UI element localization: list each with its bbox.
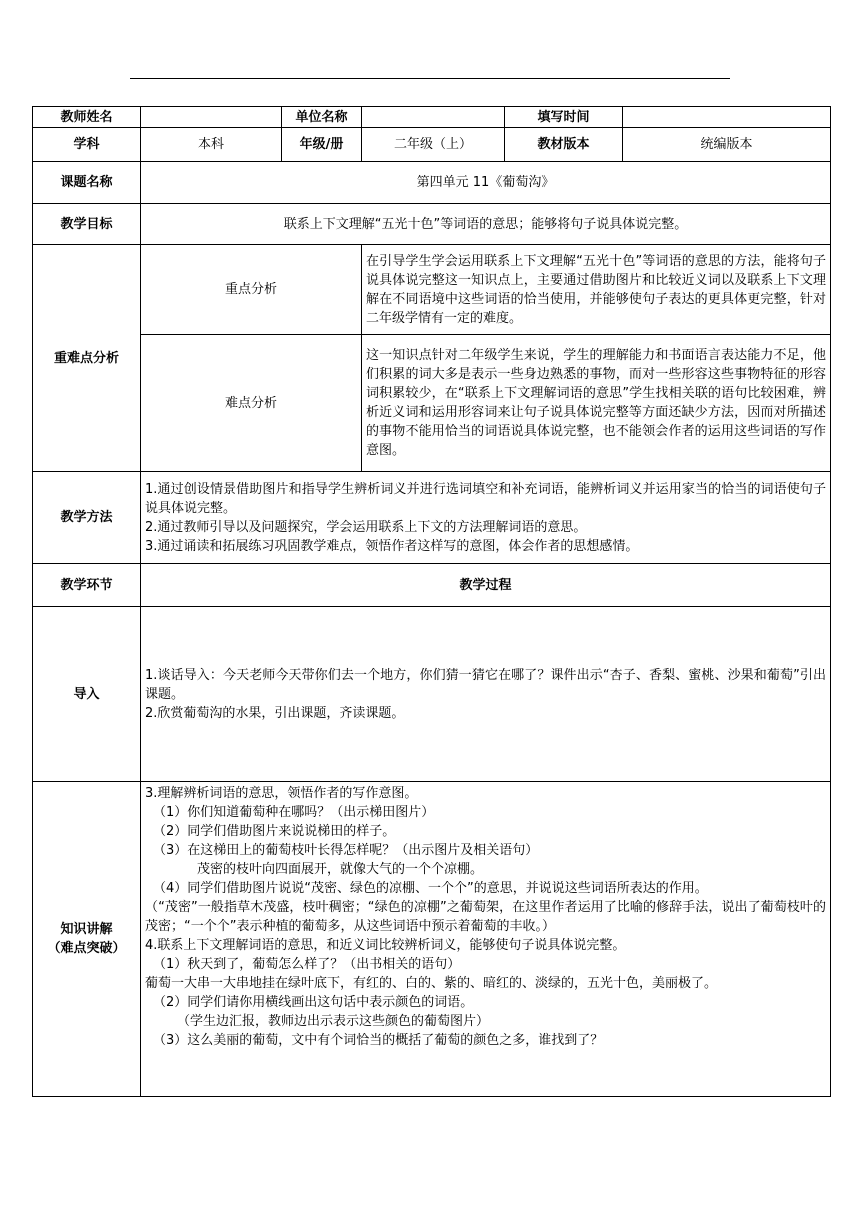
intro-item: 2.欣赏葡萄沟的水果，引出课题，齐读课题。: [145, 705, 405, 721]
subject-label: 学科: [33, 128, 141, 162]
difficult-analysis-text: 这一知识点针对二年级学生来说，学生的理解能力和书面语言表达能力不足，他们积累的词大多是表示一些身边熟悉的事物，而对一些形容这些事物特征的形容词积累较少，在“联系上下文理解词语的意思”学生找相关联的语句比较困难，辨析近义词和运用形容词来让句子说具体说完整等方面还缺少方法，因而对所描述的事物不能用恰当的词语说具体说完整，也不能领会作者的运用这些词语的写作意图。: [362, 335, 831, 472]
header-row-2: [33, 128, 831, 162]
goal-label: 教学目标: [33, 204, 141, 245]
grade-value: 二年级（上）: [362, 128, 505, 162]
knowledge-line: （“茂密”一般指草木茂盛，枝叶稠密；“绿色的凉棚”之葡萄架，在这里作者运用了比喻的修辞手法，说出了葡萄枝叶的茂密；“一个个”表示种植的葡萄多，从这些词语中预示着葡萄的丰收。）: [145, 900, 826, 934]
teacher-name-label: 教师姓名: [33, 107, 141, 128]
key-analysis-label: 重点分析: [141, 245, 362, 335]
process-header-row: [33, 564, 831, 607]
knowledge-content: [141, 782, 831, 1097]
knowledge-line: 茂密的枝叶向四面展开，就像大气的一个个凉棚。: [197, 862, 484, 877]
key-analysis-text: 在引导学生学会运用联系上下文理解“五光十色”等词语的意思的方法，能将句子说具体说完整这一知识点上，主要通过借助图片和比较近义词以及联系上下文理解在不同语境中这些词语的恰当使用，并能够使句子表达的更具体更完整，针对二年级学情有一定的难度。: [362, 245, 831, 335]
topic-value: 第四单元 11《葡萄沟》: [141, 162, 831, 204]
intro-row: [33, 607, 831, 782]
knowledge-line: （1）秋天到了，葡萄怎么样了？（出书相关的语句）: [153, 957, 461, 972]
teacher-name-value: [141, 107, 282, 128]
knowledge-line: （2）同学们请你用横线画出这句话中表示颜色的词语。: [153, 995, 474, 1010]
edition-value: 统编版本: [623, 128, 831, 162]
knowledge-line: （1）你们知道葡萄种在哪吗？（出示梯田图片）: [153, 805, 435, 820]
knowledge-label: [33, 782, 141, 1097]
method-label: 教学方法: [33, 472, 141, 564]
unit-name-value: [362, 107, 505, 128]
topic-row: [33, 162, 831, 204]
knowledge-line: （4）同学们借助图片说说“茂密、绿色的凉棚、一个个”的意思，并说说这些词语所表达的作用。: [153, 881, 708, 896]
method-item: 3.通过诵读和拓展练习巩固教学难点，领悟作者这样写的意图，体会作者的思想感情。: [145, 538, 639, 554]
edition-label: 教材版本: [505, 128, 623, 162]
method-item: 1.通过创设情景借助图片和指导学生辨析词义并进行选词填空和补充词语，能辨析词义并运用家当的恰当的词语使句子说具体说完整。: [145, 481, 826, 516]
knowledge-label-line2: （难点突破）: [47, 941, 126, 956]
knowledge-line: （3）这么美丽的葡萄，文中有个词恰当的概括了葡萄的颜色之多，谁找到了？: [153, 1033, 604, 1048]
subject-value: 本科: [141, 128, 282, 162]
topic-label: 课题名称: [33, 162, 141, 204]
stage-label: 教学环节: [33, 564, 141, 607]
knowledge-line: 4.联系上下文理解词语的意思，和近义词比较辨析词义，能够使句子说具体说完整。: [145, 938, 626, 953]
analysis-label: 重难点分析: [33, 245, 141, 472]
intro-item: 1.谈话导入：今天老师今天带你们去一个地方，你们猜一猜它在哪了？课件出示“杏子、香梨、蜜桃、沙果和葡萄”引出课题。: [145, 667, 826, 702]
difficult-analysis-row: [33, 335, 831, 472]
header-rule: [130, 78, 730, 79]
fill-time-value: [623, 107, 831, 128]
key-analysis-row: [33, 245, 831, 335]
process-label: 教学过程: [141, 564, 831, 607]
goal-row: [33, 204, 831, 245]
unit-name-label: 单位名称: [282, 107, 362, 128]
knowledge-label-line1: 知识讲解: [60, 922, 113, 937]
fill-time-label: 填写时间: [505, 107, 623, 128]
method-content: [141, 472, 831, 564]
knowledge-line: （学生边汇报，教师边出示表示这些颜色的葡萄图片）: [177, 1014, 490, 1029]
knowledge-row: [33, 782, 831, 1097]
intro-label: 导入: [33, 607, 141, 782]
method-row: [33, 472, 831, 564]
goal-value: 联系上下文理解“五光十色”等词语的意思；能够将句子说具体说完整。: [141, 204, 831, 245]
knowledge-line: （3）在这梯田上的葡萄枝叶长得怎样呢？（出示图片及相关语句）: [153, 843, 539, 858]
method-item: 2.通过教师引导以及问题探究，学会运用联系上下文的方法理解词语的意思。: [145, 519, 587, 535]
header-row-1: [33, 107, 831, 128]
knowledge-line: 葡萄一大串一大串地挂在绿叶底下，有红的、白的、紫的、暗红的、淡绿的，五光十色，美丽极了。: [145, 976, 718, 991]
grade-label: 年级/册: [282, 128, 362, 162]
intro-content: [141, 607, 831, 782]
knowledge-line: 3.理解辨析词语的意思，领悟作者的写作意图。: [145, 786, 418, 801]
knowledge-line: （2）同学们借助图片来说说梯田的样子。: [153, 824, 396, 839]
difficult-analysis-label: 难点分析: [141, 335, 362, 472]
lesson-plan-table: [32, 106, 831, 1097]
